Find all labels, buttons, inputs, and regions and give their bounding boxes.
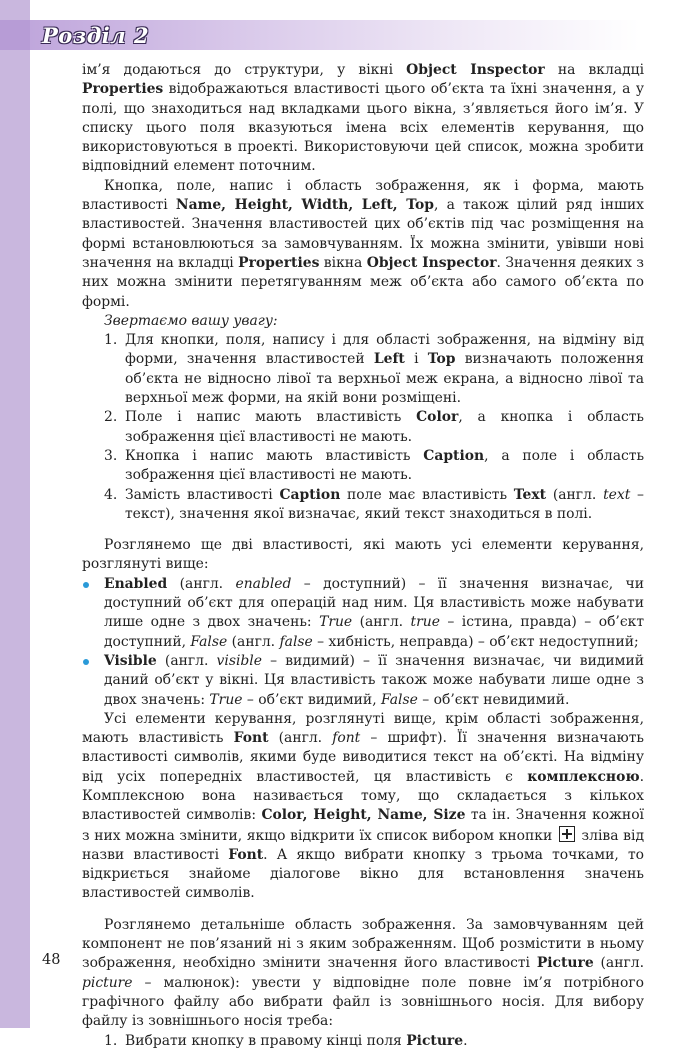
paragraph: Усі елементи керування, розглянуті вище, крім області зображення, мають властивість Font (англ. font – шрифт). Її значення визначають властивості символів, якими буде виводитися текст на об’єкті. На відміну від усіх попередніх властивостей, ця властивість є комплексною. Комплексною вона називається тому, що складається з кількох властивостей символів: Color, Height, Name, Size та ін. Значення кожної з них можна змінити, якщо відкрити їх список вибором кнопки зліва від назви властивості Font. А якщо вибрати кнопку з трьома точками, то відкриється знайоме діалогове вікно для встановлення значень властивостей символів.: [82, 710, 644, 902]
paragraph: Кнопка, поле, напис і область зображення, як і форма, мають властивості Name, Height, Width, Left, Top, а також цілий ряд інших властивостей. Значення властивостей цих об’єктів під час розміщення на формі встановлюються за замовчуванням. Їх можна змінити, увівши нові значення на вкладці Properties вікна Object Inspector. Значення деяких з них можна змінити перетягуванням меж об’єкта або самого об’єкта по формі.: [82, 177, 644, 310]
page-number: 48: [42, 952, 61, 968]
list-item: 3. Кнопка і напис мають властивість Caption, а поле і область зображення цієї властивості не мають.: [104, 447, 645, 484]
attention-note: Звертаємо вашу увагу:: [104, 312, 278, 329]
header-band-left: [0, 20, 30, 50]
list-item: Enabled (англ. enabled – доступний) – її значення визначає, чи доступний об’єкт для операцій над ним. Ця властивість може набувати лише одне з двох значень: True (англ. true – істина, правда) – об’єкт доступний, False (англ. false – хибність, неправда) – об’єкт недоступний;: [82, 575, 644, 652]
list-item: 1. Вибрати кнопку в правому кінці поля Picture.: [104, 1032, 468, 1049]
paragraph: ім’я додаються до структури, у вікні Object Inspector на вкладці Properties відображаються властивості цього об’єкта та їхні значення, а у полі, що знаходиться над вкладками цього вікна, з’являється його ім’я. У списку цього поля вказуються імена всіх елементів керування, що використовуються в проекті. Використовуючи цей список, можна зробити відповідний елемент поточним.: [82, 62, 645, 175]
plus-box-icon: [559, 826, 575, 842]
list-item: 4. Замість властивості Caption поле має властивість Text (англ. text – текст), значення якої визначає, який текст знаходиться в полі.: [104, 486, 644, 522]
bullet-icon: [83, 659, 89, 665]
chapter-label: Розділ 2: [42, 23, 150, 48]
numbered-list: [82, 331, 644, 524]
paragraph: Розглянемо ще дві властивості, які мають усі елементи керування, розглянуті вище:: [82, 537, 644, 573]
numbered-list: [82, 1032, 644, 1051]
page-body: [82, 61, 644, 1051]
bullet-icon: [83, 582, 89, 588]
page-sidebar: [0, 0, 30, 1028]
list-item: 2. Поле і напис мають властивість Color, а кнопка і область зображення цієї властивості не мають.: [104, 409, 644, 445]
bullet-list: [82, 575, 644, 710]
paragraph: Розглянемо детальніше область зображення. За замовчуванням цей компонент не пов’язаний ні з яким зображенням. Щоб розмістити в ньому зображення, необхідно змінити значення його властивості Picture (англ. picture – малюнок): увести у відповідне поле повне ім’я потрібного графічного файлу або вибрати файл із зовнішнього носія. Для вибору файлу із зовнішнього носія треба:: [82, 916, 644, 1030]
list-item: 1. Для кнопки, поля, напису і для області зображення, на відміну від форми, значення властивостей Left і Top визначають положення об’єкта не відносно лівої та верхньої меж екрана, а відносно лівої та верхньої меж форми, на якій вони розміщені.: [104, 332, 644, 407]
list-item: Visible (англ. visible – видимий) – її значення визначає, чи видимий даний об’єкт у вікні. Ця властивість також може набувати лише одне з двох значень: True – об’єкт видимий, False – об’єкт невидимий.: [82, 652, 644, 710]
